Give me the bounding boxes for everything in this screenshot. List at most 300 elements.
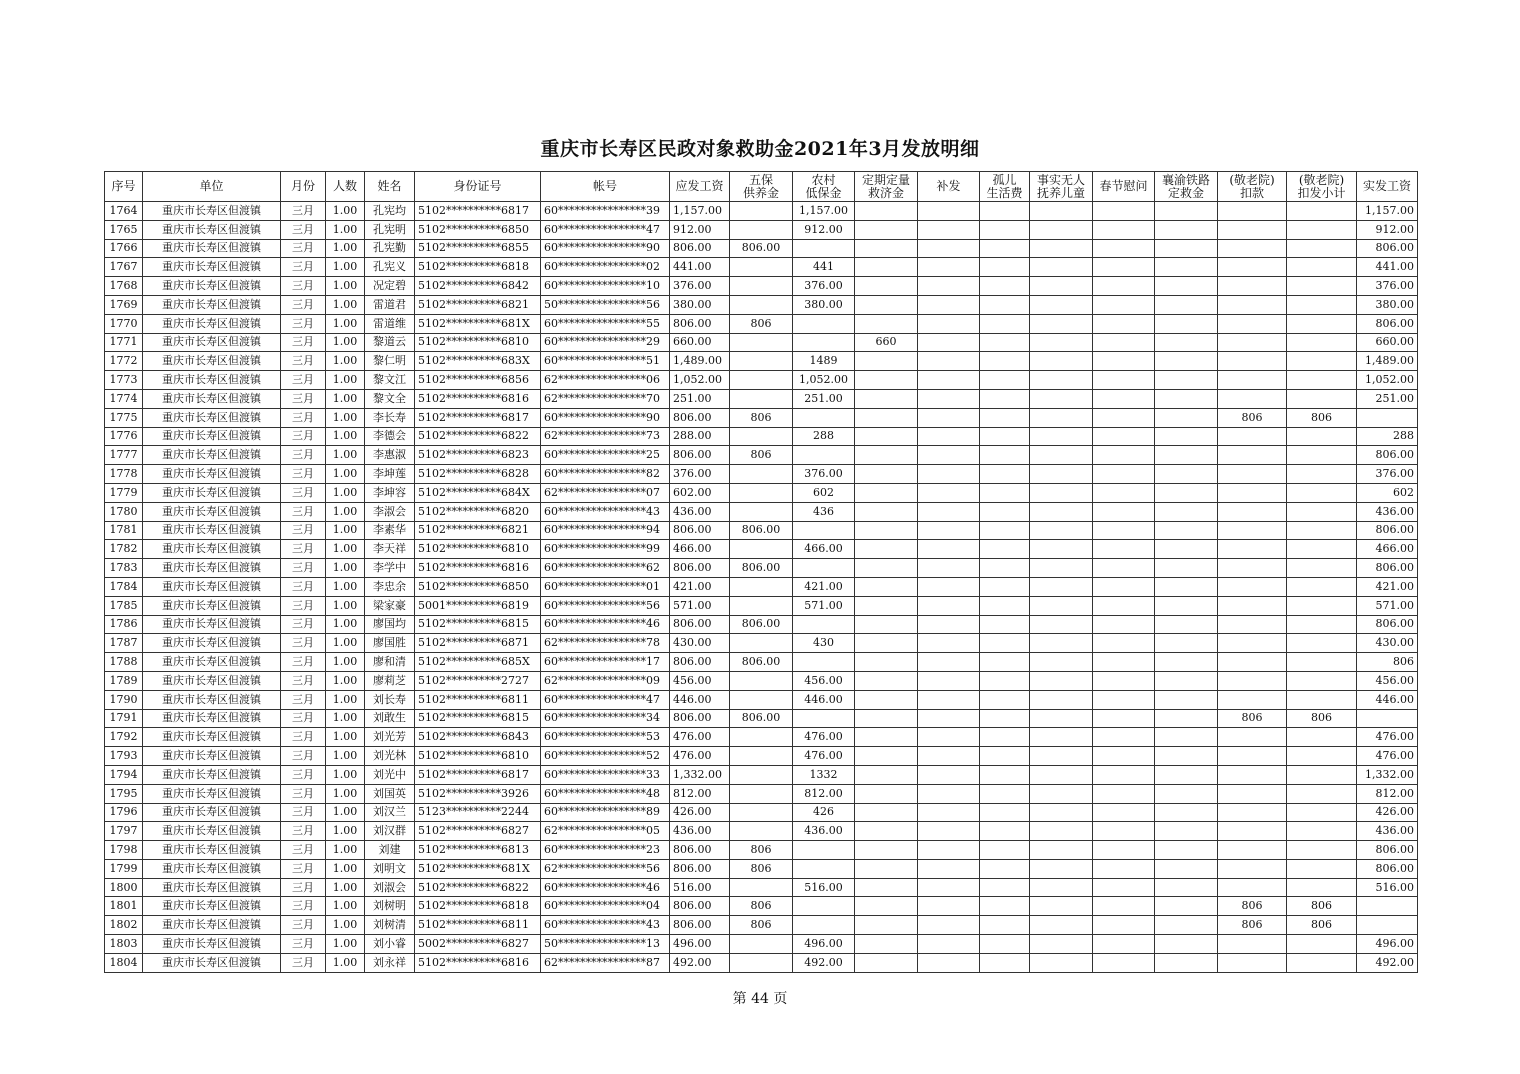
table-cell xyxy=(1357,916,1418,935)
table-cell xyxy=(1218,389,1287,408)
table-row xyxy=(105,878,1418,897)
table-cell: 1802 xyxy=(105,916,143,935)
table-cell: 5102**********6810 xyxy=(415,747,541,766)
table-cell xyxy=(1218,841,1287,860)
table-cell: 5102**********681X xyxy=(415,859,541,878)
table-cell xyxy=(1093,634,1155,653)
table-cell xyxy=(918,803,980,822)
table-cell: 1770 xyxy=(105,314,143,333)
table-cell: 806 xyxy=(730,916,793,935)
table-cell: 重庆市长寿区但渡镇 xyxy=(143,333,281,352)
table-cell: 1776 xyxy=(105,427,143,446)
table-cell: 三月 xyxy=(281,540,326,559)
table-cell xyxy=(918,690,980,709)
table-cell: 三月 xyxy=(281,765,326,784)
table-cell: 1766 xyxy=(105,239,143,258)
table-cell xyxy=(730,690,793,709)
table-cell: 806 xyxy=(730,314,793,333)
table-cell: 806.00 xyxy=(730,239,793,258)
table-cell xyxy=(918,202,980,221)
table-cell: 1791 xyxy=(105,709,143,728)
table-row xyxy=(105,371,1418,390)
table-cell: 5102**********683X xyxy=(415,352,541,371)
table-cell: 912.00 xyxy=(1357,220,1418,239)
table-cell xyxy=(1155,634,1218,653)
table-cell: 476.00 xyxy=(793,747,855,766)
table-row xyxy=(105,352,1418,371)
table-cell xyxy=(980,709,1030,728)
table-cell xyxy=(1287,935,1357,954)
table-cell xyxy=(1218,239,1287,258)
table-cell xyxy=(1093,559,1155,578)
column-header: 单位 xyxy=(143,172,281,202)
table-cell xyxy=(1218,502,1287,521)
table-cell xyxy=(980,841,1030,860)
table-cell: 5001**********6819 xyxy=(415,596,541,615)
table-cell: 1782 xyxy=(105,540,143,559)
table-cell xyxy=(1030,859,1093,878)
table-cell xyxy=(1287,521,1357,540)
table-cell: 496.00 xyxy=(793,935,855,954)
table-cell: 380.00 xyxy=(1357,295,1418,314)
table-cell: 1780 xyxy=(105,502,143,521)
table-cell: 1.00 xyxy=(326,596,365,615)
table-cell xyxy=(1287,690,1357,709)
table-cell xyxy=(730,577,793,596)
table-cell xyxy=(1093,653,1155,672)
table-row xyxy=(105,916,1418,935)
table-cell: 516.00 xyxy=(1357,878,1418,897)
table-cell xyxy=(918,389,980,408)
table-cell xyxy=(918,935,980,954)
table-cell: 重庆市长寿区但渡镇 xyxy=(143,822,281,841)
table-cell xyxy=(1287,747,1357,766)
table-cell xyxy=(730,671,793,690)
table-cell: 806 xyxy=(730,408,793,427)
table-row xyxy=(105,540,1418,559)
table-cell xyxy=(1287,314,1357,333)
table-cell: 288 xyxy=(1357,427,1418,446)
table-cell: 1.00 xyxy=(326,747,365,766)
table-cell xyxy=(1287,953,1357,972)
table-cell: 1.00 xyxy=(326,709,365,728)
table-cell xyxy=(793,653,855,672)
table-cell xyxy=(1287,859,1357,878)
table-cell xyxy=(855,258,918,277)
table-cell: 1.00 xyxy=(326,277,365,296)
table-cell: 436.00 xyxy=(670,502,730,521)
table-cell xyxy=(1155,239,1218,258)
table-cell xyxy=(1155,202,1218,221)
table-cell: 1.00 xyxy=(326,784,365,803)
table-cell: 重庆市长寿区但渡镇 xyxy=(143,634,281,653)
table-cell xyxy=(1093,822,1155,841)
table-cell: 刘光芳 xyxy=(365,728,415,747)
table-cell: 446.00 xyxy=(670,690,730,709)
table-cell: 1,157.00 xyxy=(670,202,730,221)
table-row xyxy=(105,653,1418,672)
table-cell: 重庆市长寿区但渡镇 xyxy=(143,709,281,728)
table-cell xyxy=(1155,258,1218,277)
table-cell xyxy=(1030,935,1093,954)
table-cell: 刘永祥 xyxy=(365,953,415,972)
table-cell xyxy=(1287,465,1357,484)
table-cell xyxy=(855,803,918,822)
table-cell: 三月 xyxy=(281,202,326,221)
table-cell: 60****************02 xyxy=(541,258,670,277)
table-cell: 806 xyxy=(730,859,793,878)
table-cell: 1771 xyxy=(105,333,143,352)
table-cell: 376.00 xyxy=(670,277,730,296)
table-cell: 441.00 xyxy=(670,258,730,277)
column-header: 补发 xyxy=(918,172,980,202)
table-cell: 1.00 xyxy=(326,408,365,427)
table-cell xyxy=(1218,465,1287,484)
table-cell xyxy=(1218,427,1287,446)
table-cell: 806 xyxy=(1218,916,1287,935)
table-cell xyxy=(1218,653,1287,672)
table-cell: 806.00 xyxy=(670,521,730,540)
table-cell: 5102**********6815 xyxy=(415,615,541,634)
table-cell: 571.00 xyxy=(1357,596,1418,615)
table-cell xyxy=(793,521,855,540)
table-cell: 5102**********6842 xyxy=(415,277,541,296)
table-cell xyxy=(793,709,855,728)
table-cell: 刘明文 xyxy=(365,859,415,878)
table-cell xyxy=(855,916,918,935)
table-cell: 62****************87 xyxy=(541,953,670,972)
table-cell xyxy=(1218,295,1287,314)
table-cell xyxy=(918,277,980,296)
table-cell: 441.00 xyxy=(1357,258,1418,277)
table-cell: 三月 xyxy=(281,878,326,897)
table-cell: 三月 xyxy=(281,258,326,277)
table-cell xyxy=(980,314,1030,333)
table-cell: 三月 xyxy=(281,295,326,314)
table-cell: 5102**********6817 xyxy=(415,202,541,221)
table-cell: 1.00 xyxy=(326,822,365,841)
table-cell xyxy=(1155,502,1218,521)
table-cell: 380.00 xyxy=(670,295,730,314)
table-cell: 重庆市长寿区但渡镇 xyxy=(143,615,281,634)
table-cell: 1.00 xyxy=(326,333,365,352)
table-cell xyxy=(1030,671,1093,690)
table-cell xyxy=(1093,935,1155,954)
table-cell xyxy=(980,690,1030,709)
table-cell: 1777 xyxy=(105,446,143,465)
table-cell: 912.00 xyxy=(670,220,730,239)
table-cell: 1.00 xyxy=(326,803,365,822)
table-cell: 288 xyxy=(793,427,855,446)
table-cell xyxy=(1218,277,1287,296)
table-cell: 376.00 xyxy=(1357,465,1418,484)
table-cell xyxy=(1093,483,1155,502)
table-cell: 1,157.00 xyxy=(793,202,855,221)
table-cell: 251.00 xyxy=(793,389,855,408)
table-cell: 重庆市长寿区但渡镇 xyxy=(143,258,281,277)
table-cell xyxy=(1218,615,1287,634)
table-cell xyxy=(1155,277,1218,296)
table-cell xyxy=(918,427,980,446)
table-cell xyxy=(980,427,1030,446)
table-cell: 376.00 xyxy=(793,277,855,296)
table-cell xyxy=(980,389,1030,408)
table-cell: 1.00 xyxy=(326,916,365,935)
table-cell xyxy=(918,258,980,277)
table-cell: 李长寿 xyxy=(365,408,415,427)
table-row xyxy=(105,841,1418,860)
table-cell: 1799 xyxy=(105,859,143,878)
column-header: 姓名 xyxy=(365,172,415,202)
table-cell xyxy=(918,483,980,502)
table-cell xyxy=(730,427,793,446)
table-cell xyxy=(855,765,918,784)
table-cell xyxy=(730,483,793,502)
table-cell xyxy=(730,878,793,897)
relief-table xyxy=(104,171,1418,973)
table-cell xyxy=(855,371,918,390)
table-cell xyxy=(1287,728,1357,747)
table-cell: 492.00 xyxy=(670,953,730,972)
table-cell: 5102**********6856 xyxy=(415,371,541,390)
table-cell: 60****************29 xyxy=(541,333,670,352)
table-cell xyxy=(730,634,793,653)
table-cell xyxy=(1357,709,1418,728)
table-cell: 806.00 xyxy=(1357,446,1418,465)
table-cell: 1.00 xyxy=(326,446,365,465)
table-cell: 806.00 xyxy=(670,446,730,465)
table-cell: 1.00 xyxy=(326,671,365,690)
table-cell: 刘光林 xyxy=(365,747,415,766)
table-cell xyxy=(855,690,918,709)
table-cell xyxy=(980,671,1030,690)
table-cell: 重庆市长寿区但渡镇 xyxy=(143,897,281,916)
table-cell: 5102**********6818 xyxy=(415,258,541,277)
table-cell xyxy=(1155,352,1218,371)
table-cell xyxy=(918,859,980,878)
table-cell xyxy=(730,596,793,615)
table-cell xyxy=(1155,784,1218,803)
table-cell xyxy=(980,577,1030,596)
table-cell: 516.00 xyxy=(793,878,855,897)
table-row xyxy=(105,465,1418,484)
table-row xyxy=(105,239,1418,258)
table-cell: 50****************13 xyxy=(541,935,670,954)
table-cell: 806.00 xyxy=(730,615,793,634)
table-row xyxy=(105,314,1418,333)
table-cell xyxy=(855,709,918,728)
table-cell: 251.00 xyxy=(1357,389,1418,408)
table-cell: 三月 xyxy=(281,690,326,709)
table-cell: 426.00 xyxy=(1357,803,1418,822)
table-cell xyxy=(855,596,918,615)
table-cell xyxy=(1155,690,1218,709)
table-cell: 1,157.00 xyxy=(1357,202,1418,221)
table-cell: 1797 xyxy=(105,822,143,841)
table-cell xyxy=(1155,521,1218,540)
table-cell xyxy=(918,653,980,672)
table-cell: 1.00 xyxy=(326,371,365,390)
table-row xyxy=(105,258,1418,277)
table-cell: 1,332.00 xyxy=(1357,765,1418,784)
table-cell xyxy=(1030,502,1093,521)
table-cell xyxy=(1155,765,1218,784)
table-cell xyxy=(1218,596,1287,615)
table-cell: 5102**********6817 xyxy=(415,765,541,784)
table-cell xyxy=(855,841,918,860)
table-cell xyxy=(1030,333,1093,352)
table-cell xyxy=(918,559,980,578)
table-cell: 60****************99 xyxy=(541,540,670,559)
table-cell: 5102**********2727 xyxy=(415,671,541,690)
table-cell xyxy=(793,859,855,878)
table-cell xyxy=(1155,314,1218,333)
table-cell xyxy=(1093,446,1155,465)
table-cell xyxy=(1155,747,1218,766)
table-cell xyxy=(1030,258,1093,277)
table-cell xyxy=(1155,577,1218,596)
table-cell: 重庆市长寿区但渡镇 xyxy=(143,577,281,596)
table-cell xyxy=(1218,446,1287,465)
table-cell xyxy=(1030,728,1093,747)
column-header: 襄渝铁路 定救金 xyxy=(1155,172,1218,202)
table-cell: 466.00 xyxy=(1357,540,1418,559)
table-cell: 5102**********6855 xyxy=(415,239,541,258)
table-cell: 1790 xyxy=(105,690,143,709)
table-cell: 1.00 xyxy=(326,220,365,239)
table-cell: 三月 xyxy=(281,728,326,747)
page-title: 重庆市长寿区民政对象救助金2021年3月发放明细 xyxy=(540,138,980,160)
table-cell: 1767 xyxy=(105,258,143,277)
table-cell xyxy=(855,747,918,766)
table-row xyxy=(105,859,1418,878)
table-cell xyxy=(1155,446,1218,465)
table-cell: 912.00 xyxy=(793,220,855,239)
table-cell: 1800 xyxy=(105,878,143,897)
table-cell: 5102**********6850 xyxy=(415,577,541,596)
table-cell xyxy=(980,277,1030,296)
table-cell xyxy=(1155,953,1218,972)
table-cell xyxy=(1287,577,1357,596)
table-cell: 806.00 xyxy=(1357,615,1418,634)
table-cell xyxy=(980,559,1030,578)
table-cell: 806 xyxy=(1287,709,1357,728)
table-cell: 806.00 xyxy=(670,841,730,860)
table-cell: 60****************52 xyxy=(541,747,670,766)
table-cell xyxy=(980,540,1030,559)
table-cell xyxy=(855,634,918,653)
table-cell: 1789 xyxy=(105,671,143,690)
table-cell: 三月 xyxy=(281,220,326,239)
table-cell xyxy=(1218,671,1287,690)
table-cell: 1769 xyxy=(105,295,143,314)
table-cell: 三月 xyxy=(281,577,326,596)
table-cell xyxy=(1287,784,1357,803)
table-cell xyxy=(730,295,793,314)
table-cell: 1,489.00 xyxy=(1357,352,1418,371)
table-cell xyxy=(1287,502,1357,521)
table-cell xyxy=(1218,822,1287,841)
table-cell xyxy=(1030,465,1093,484)
table-cell: 60****************46 xyxy=(541,615,670,634)
table-cell: 重庆市长寿区但渡镇 xyxy=(143,559,281,578)
table-cell: 李学中 xyxy=(365,559,415,578)
table-row xyxy=(105,728,1418,747)
table-cell: 376.00 xyxy=(670,465,730,484)
table-cell: 492.00 xyxy=(1357,953,1418,972)
table-row xyxy=(105,897,1418,916)
table-cell: 60****************43 xyxy=(541,502,670,521)
table-cell xyxy=(1030,295,1093,314)
table-cell xyxy=(1287,371,1357,390)
table-cell xyxy=(730,540,793,559)
table-cell: 三月 xyxy=(281,371,326,390)
table-cell: 1768 xyxy=(105,277,143,296)
table-cell: 1,052.00 xyxy=(1357,371,1418,390)
table-cell: 1792 xyxy=(105,728,143,747)
table-cell xyxy=(730,202,793,221)
table-cell: 刘淑会 xyxy=(365,878,415,897)
table-cell: 806.00 xyxy=(1357,841,1418,860)
table-cell: 376.00 xyxy=(793,465,855,484)
table-cell xyxy=(1030,822,1093,841)
table-cell: 5102**********6843 xyxy=(415,728,541,747)
table-row xyxy=(105,295,1418,314)
table-cell xyxy=(1218,803,1287,822)
table-cell xyxy=(980,935,1030,954)
table-cell: 496.00 xyxy=(670,935,730,954)
table-cell: 441 xyxy=(793,258,855,277)
table-cell: 孔宪义 xyxy=(365,258,415,277)
table-cell: 三月 xyxy=(281,822,326,841)
table-cell: 60****************43 xyxy=(541,916,670,935)
table-cell xyxy=(1218,559,1287,578)
table-cell xyxy=(1155,333,1218,352)
table-cell: 李素华 xyxy=(365,521,415,540)
table-cell: 1801 xyxy=(105,897,143,916)
table-cell xyxy=(730,333,793,352)
table-cell xyxy=(918,577,980,596)
table-cell xyxy=(918,446,980,465)
table-cell: 1.00 xyxy=(326,577,365,596)
table-cell: 三月 xyxy=(281,634,326,653)
table-cell: 60****************23 xyxy=(541,841,670,860)
column-header: (敬老院) 扣发小计 xyxy=(1287,172,1357,202)
table-cell xyxy=(730,502,793,521)
table-cell: 三月 xyxy=(281,859,326,878)
table-cell xyxy=(855,295,918,314)
table-cell: 廖国均 xyxy=(365,615,415,634)
table-cell xyxy=(980,916,1030,935)
table-cell xyxy=(1357,408,1418,427)
table-cell: 1.00 xyxy=(326,559,365,578)
table-cell xyxy=(855,671,918,690)
table-cell: 516.00 xyxy=(670,878,730,897)
table-cell xyxy=(730,803,793,822)
table-cell: 806.00 xyxy=(670,653,730,672)
table-cell: 1.00 xyxy=(326,615,365,634)
table-cell: 1.00 xyxy=(326,653,365,672)
table-cell xyxy=(918,841,980,860)
table-cell: 5002**********6827 xyxy=(415,935,541,954)
table-cell xyxy=(1093,859,1155,878)
table-cell xyxy=(1155,389,1218,408)
table-cell xyxy=(855,653,918,672)
table-cell xyxy=(1030,559,1093,578)
table-cell: 1778 xyxy=(105,465,143,484)
column-header: (敬老院) 扣款 xyxy=(1218,172,1287,202)
table-cell: 806 xyxy=(1287,897,1357,916)
